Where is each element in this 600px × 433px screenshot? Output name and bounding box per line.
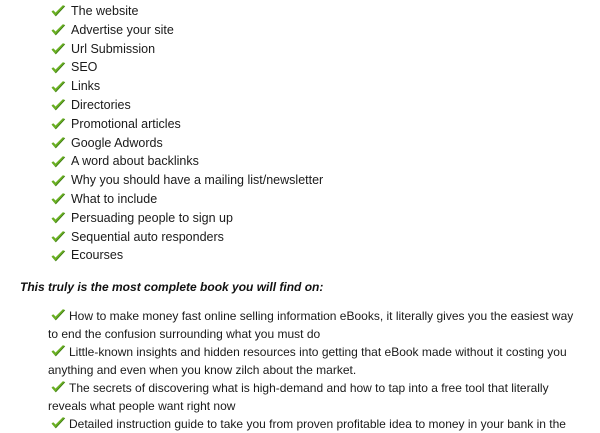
green-check-icon: [50, 23, 66, 37]
benefit-text: How to make money fast online selling information eBooks, it literally gives you the easiest way to end the confusion surrounding what you must do: [48, 309, 574, 341]
checklist-item-label: Links: [71, 79, 101, 94]
green-check-icon: [50, 174, 66, 188]
checklist-item: [50, 152, 323, 171]
checklist-item-label: Google Adwords: [71, 135, 163, 150]
checklist-item: [50, 115, 323, 134]
checklist-item: [50, 2, 323, 21]
benefit-item: [48, 307, 578, 343]
checklist-item: [50, 134, 323, 153]
checklist-item: [50, 190, 323, 209]
green-check-icon: [50, 136, 66, 150]
green-check-icon: [50, 230, 66, 244]
topics-checklist: [50, 2, 323, 265]
checklist-item: [50, 58, 323, 77]
checklist-item-label: Directories: [71, 97, 131, 112]
green-check-icon: [50, 192, 66, 206]
checklist-item-label: A word about backlinks: [71, 154, 199, 169]
benefits-list: [48, 307, 578, 433]
checklist-item-label: Sequential auto responders: [71, 229, 224, 244]
benefit-item: [48, 415, 578, 433]
checklist-item: [50, 209, 323, 228]
checklist-item: [50, 40, 323, 59]
green-check-icon: [50, 249, 66, 263]
green-check-icon: [50, 98, 66, 112]
green-check-icon: [50, 380, 66, 394]
green-check-icon: [50, 344, 66, 358]
green-check-icon: [50, 61, 66, 75]
benefit-item: [48, 343, 578, 379]
benefit-text: The secrets of discovering what is high-demand and how to tap into a free tool that literally reveals what people want right now: [48, 381, 549, 413]
checklist-item-label: The website: [71, 4, 139, 18]
green-check-icon: [50, 117, 66, 131]
checklist-item-label: Url Submission: [71, 41, 156, 56]
checklist-item: [50, 21, 323, 40]
green-check-icon: [50, 42, 66, 56]
green-check-icon: [50, 155, 66, 169]
benefit-text: Detailed instruction guide to take you from proven profitable idea to money in your bank in the: [69, 417, 566, 431]
green-check-icon: [50, 4, 66, 18]
benefit-text: Little-known insights and hidden resources into getting that eBook made without it costing you anything and even when you know zilch about the market.: [48, 345, 567, 377]
checklist-item: [50, 246, 323, 265]
green-check-icon: [50, 416, 66, 430]
section-heading: This truly is the most complete book you will find on:: [20, 280, 324, 294]
checklist-item: [50, 96, 323, 115]
checklist-item-label: What to include: [71, 191, 158, 206]
checklist-item: [50, 77, 323, 96]
checklist-item-label: Persuading people to sign up: [71, 210, 233, 225]
green-check-icon: [50, 80, 66, 94]
checklist-item-label: Why you should have a mailing list/newsletter: [71, 173, 324, 188]
checklist-item: [50, 171, 323, 190]
green-check-icon: [50, 308, 66, 322]
checklist-item-label: Ecourses: [71, 248, 124, 263]
checklist-item-label: Promotional articles: [71, 116, 181, 131]
checklist-item-label: Advertise your site: [71, 22, 174, 37]
benefit-item: [48, 379, 578, 415]
checklist-item-label: SEO: [71, 60, 98, 75]
green-check-icon: [50, 211, 66, 225]
checklist-item: [50, 228, 323, 247]
